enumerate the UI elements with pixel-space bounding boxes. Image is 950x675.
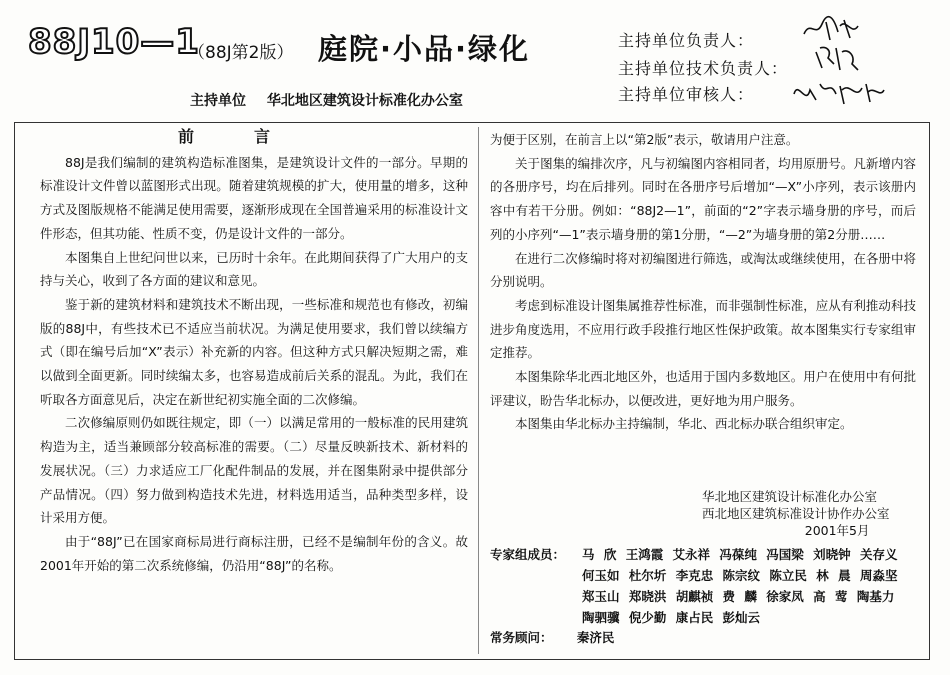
org-line: 西北地区建筑标准设计协作办公室 [702, 506, 890, 521]
signature-reviewer [790, 76, 886, 108]
preface-left-column [40, 125, 468, 577]
issue-date: 2001年5月 [804, 523, 870, 538]
column-divider [478, 127, 479, 654]
sponsor-line [190, 90, 463, 110]
signature-responsible [800, 14, 862, 44]
preface-paragraph: 关于图集的编排次序，凡与初编图内容相同者，均用原册号。凡新增内容的各册序号，均在后排列。同时在各册序号后增加“—X”小序列，表示该册内容中有若干分册。例如：“88J2—1”，前面的“2”字表示墙身册的序号，而后列的小序列“—1”表示墙身册的第1分册，“—2”为墙身册的第2分册…… [490, 155, 916, 242]
advisor-line [490, 628, 614, 646]
preface-paragraph: 由于“88J”已在国家商标局进行商标注册，已经不是编制年份的含义。故2001年开始的第二次系统修编，仍沿用“88J”的名称。 [40, 533, 468, 573]
sponsor-label: 主持单位 [190, 93, 246, 109]
preface-paragraph: 本图集由华北标办主持编制，华北、西北标办联合组织审定。 [515, 416, 853, 432]
org-line: 华北地区建筑设计标准化办公室 [702, 489, 878, 504]
reviewer-label: 主持单位审核人： [618, 85, 755, 104]
preface-paragraph: 本图集自上世纪问世以来，已历时十余年。在此期间获得了广大用户的支持与关心，收到了各方面的建议和意见。 [40, 249, 468, 289]
preface-right-column [490, 128, 916, 436]
preface-paragraph: 在进行二次修编时将对初编图进行筛选，或淘汰或继续使用，在各册中将分别说明。 [490, 250, 916, 290]
experts-names: 马 欣 王鸿霞 艾永祥 冯葆纯 冯国梁 刘晓钟 关存义 何玉如 杜尔圻 李克忠 陈宗纹 陈立民 林 晨 周淼坚 郑玉山 郑晓洪 胡麒祯 费 麟 徐家凤 高 莺 陶基力 陶驷骥 倪少勤 康占民 彭灿云 [582, 547, 898, 625]
experts-label: 专家组成员： [490, 547, 566, 562]
preface-paragraph: 考虑到标准设计图集属推荐性标准，而非强制性标准，应从有利推动科技进步角度选用，不应用行政手段推行地区性保护政策。故本图集实行专家组审定推荐。 [490, 297, 916, 361]
preface-paragraph: 二次修编原则仍如既往规定，即（一）以满足常用的一般标准的民用建筑构造为主，适当兼顾部分较高标准的需要。（二）尽量反映新技术、新材料的发展状况。（三）力求适应工厂化配件制品的发展，并在图集附录中提供部分产品情况。（四）努力做到构造技术先进，材料选用适当，品种类型多样，设计采用方便。 [40, 415, 468, 526]
signature-technical [812, 42, 864, 74]
issuing-organizations [702, 488, 890, 539]
sponsor-name: 华北地区建筑设计标准化办公室 [266, 93, 463, 109]
advisor-label: 常务顾问： [490, 630, 553, 645]
page-title: 庭院·小品·绿化 [318, 32, 531, 66]
advisor-name: 秦济民 [576, 630, 615, 645]
technical-responsible-label: 主持单位技术负责人： [618, 59, 789, 78]
preface-paragraph: 本图集除华北西北地区外，也适用于国内多数地区。用户在使用中有何批评建议，盼告华北标办，以便改进，更好地为用户服务。 [490, 369, 916, 408]
preface-paragraph: 88J是我们编制的建筑构造标准图集，是建筑设计文件的一部分。早期的标准设计文件曾以蓝图形式出现。随着建筑规模的扩大，使用量的增多，这种方式及图版规格不能满足使用需要，逐渐形成现在全国普遍采用的标准设计文件形态，但其功能、性质不变，仍是设计文件的一部分。 [40, 154, 468, 241]
responsible-person-label: 主持单位负责人： [618, 31, 755, 50]
edition-label: （88J第2版） [188, 43, 294, 63]
preface-paragraph: 为便于区别，在前言上以“第2版”表示，敬请用户注意。 [490, 132, 799, 147]
atlas-code: 88J10—1 [28, 22, 200, 62]
preface-heading: 前言 [177, 127, 330, 146]
preface-paragraph: 鉴于新的建筑材料和建筑技术不断出现，一些标准和规范也有修改，初编版的88J中，有些技术已不适应当前状况。为满足使用要求，我们曾以续编方式（即在编号后加“X”表示）补充新的内容。但这种方式只解决短期之需，难以做到全面更新。同时续编太多，也容易造成前后关系的混乱。为此，我们在听取各方面意见后，决定在新世纪初实施全面的二次修编。 [40, 296, 468, 407]
